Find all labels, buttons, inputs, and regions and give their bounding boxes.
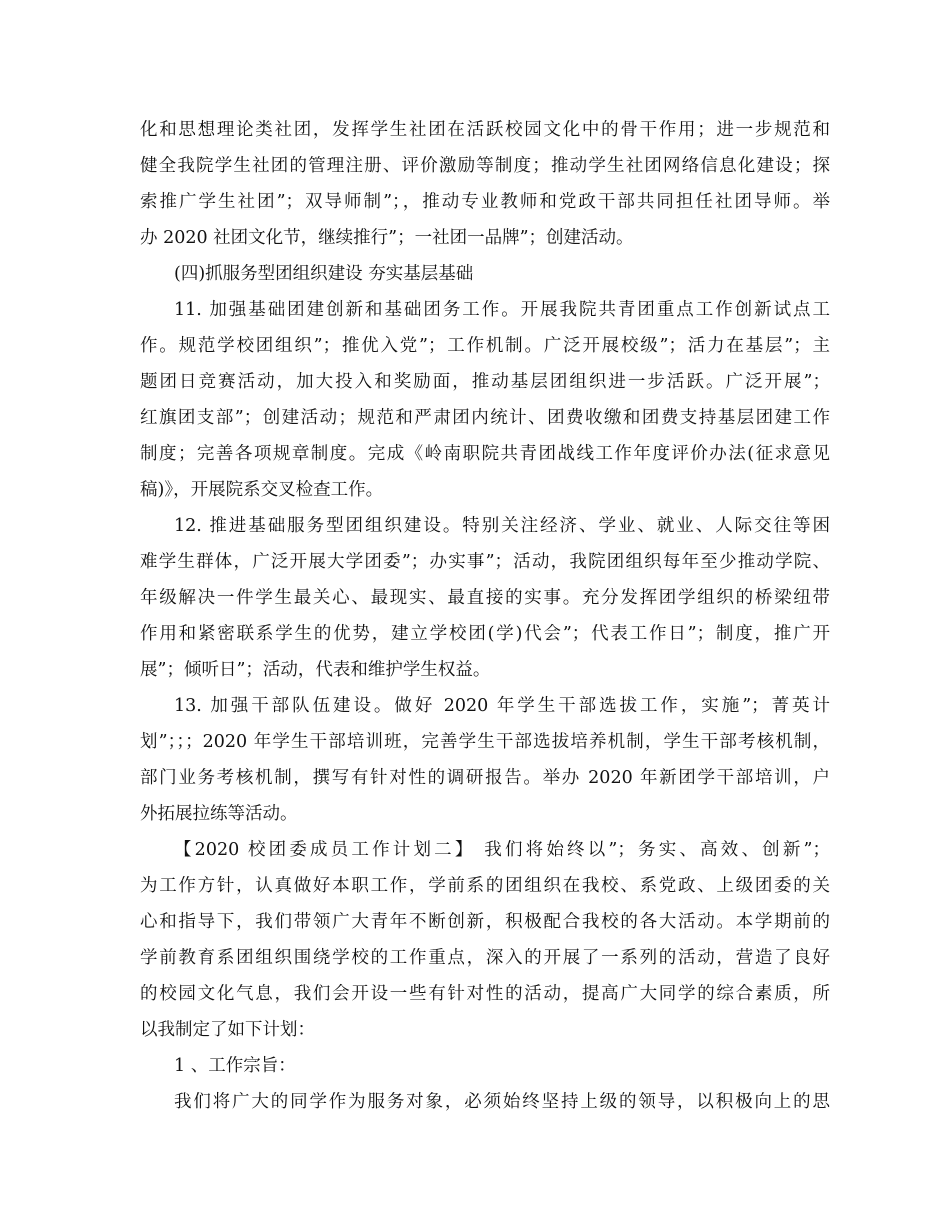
- paragraph-line: 划”；；；2020 年学生干部培训班，完善学生干部选拔培养机制，学生干部考核机制，: [140, 732, 830, 752]
- paragraph-line: 索推广学生社团”；双导师制”；，推动专业教师和党政干部共同担任社团导师。举: [140, 192, 830, 212]
- paragraph-line: 外拓展拉练等活动。: [140, 804, 298, 824]
- paragraph-line: 的校园文化气息，我们会开设一些有针对性的活动，提高广大同学的综合素质，所: [140, 984, 830, 1004]
- paragraph-line: 作。规范学校团组织”；推优入党”；工作机制。广泛开展校级”；活力在基层”；主: [140, 336, 830, 356]
- paragraph-line: 办 2020 社团文化节，继续推行”；一社团一品牌”；创建活动。: [140, 228, 634, 248]
- paragraph-line: 难学生群体，广泛开展大学团委”；办实事”；活动，我院团组织每年至少推动学院、: [140, 552, 830, 572]
- paragraph-line: 【2020 校团委成员工作计划二】 我们将始终以”；务实、高效、创新”；: [174, 840, 830, 860]
- paragraph-line: 12. 推进基础服务型团组织建设。特别关注经济、学业、就业、人际交往等困: [174, 516, 830, 536]
- paragraph-line: 题团日竞赛活动，加大投入和奖励面，推动基层团组织进一步活跃。广泛开展”；: [140, 372, 830, 392]
- paragraph-line: 红旗团支部”；创建活动；规范和严肃团内统计、团费收缴和团费支持基层团建工作: [140, 408, 830, 428]
- paragraph-line: 我们将广大的同学作为服务对象，必须始终坚持上级的领导，以积极向上的思: [174, 1092, 830, 1112]
- paragraph-line: 13. 加强干部队伍建设。做好 2020 年学生干部选拔工作，实施”；菁英计: [174, 696, 830, 716]
- paragraph-line: 展”；倾听日”；活动，代表和维护学生权益。: [140, 660, 491, 680]
- paragraph-line: 心和指导下，我们带领广大青年不断创新，积极配合我校的各大活动。本学期前的: [140, 912, 830, 932]
- paragraph-line: 作用和紧密联系学生的优势，建立学校团(学)代会”；代表工作日”；制度，推广开: [140, 624, 830, 644]
- paragraph-line: 学前教育系团组织围绕学校的工作重点，深入的开展了一系列的活动，营造了良好: [140, 948, 830, 968]
- paragraph-line: 以我制定了如下计划：: [140, 1020, 315, 1040]
- paragraph-line: 为工作方针，认真做好本职工作，学前系的团组织在我校、系党政、上级团委的关: [140, 876, 830, 896]
- list-heading: 1 、工作宗旨：: [174, 1056, 296, 1076]
- paragraph-line: 制度；完善各项规章制度。完成《岭南职院共青团战线工作年度评价办法(征求意见: [140, 444, 830, 464]
- paragraph-line: 健全我院学生社团的管理注册、评价激励等制度；推动学生社团网络信息化建设；探: [140, 156, 830, 176]
- paragraph-line: 年级解决一件学生最关心、最现实、最直接的实事。充分发挥团学组织的桥梁纽带: [140, 588, 830, 608]
- paragraph-line: 11. 加强基础团建创新和基础团务工作。开展我院共青团重点工作创新试点工: [174, 300, 830, 320]
- paragraph-line: 部门业务考核机制，撰写有针对性的调研报告。举办 2020 年新团学干部培训，户: [140, 768, 830, 788]
- paragraph-line: 化和思想理论类社团，发挥学生社团在活跃校园文化中的骨干作用；进一步规范和: [140, 120, 830, 140]
- paragraph-line: 稿)》，开展院系交叉检查工作。: [140, 480, 384, 500]
- section-heading: (四)抓服务型团组织建设 夯实基层基础: [174, 264, 474, 284]
